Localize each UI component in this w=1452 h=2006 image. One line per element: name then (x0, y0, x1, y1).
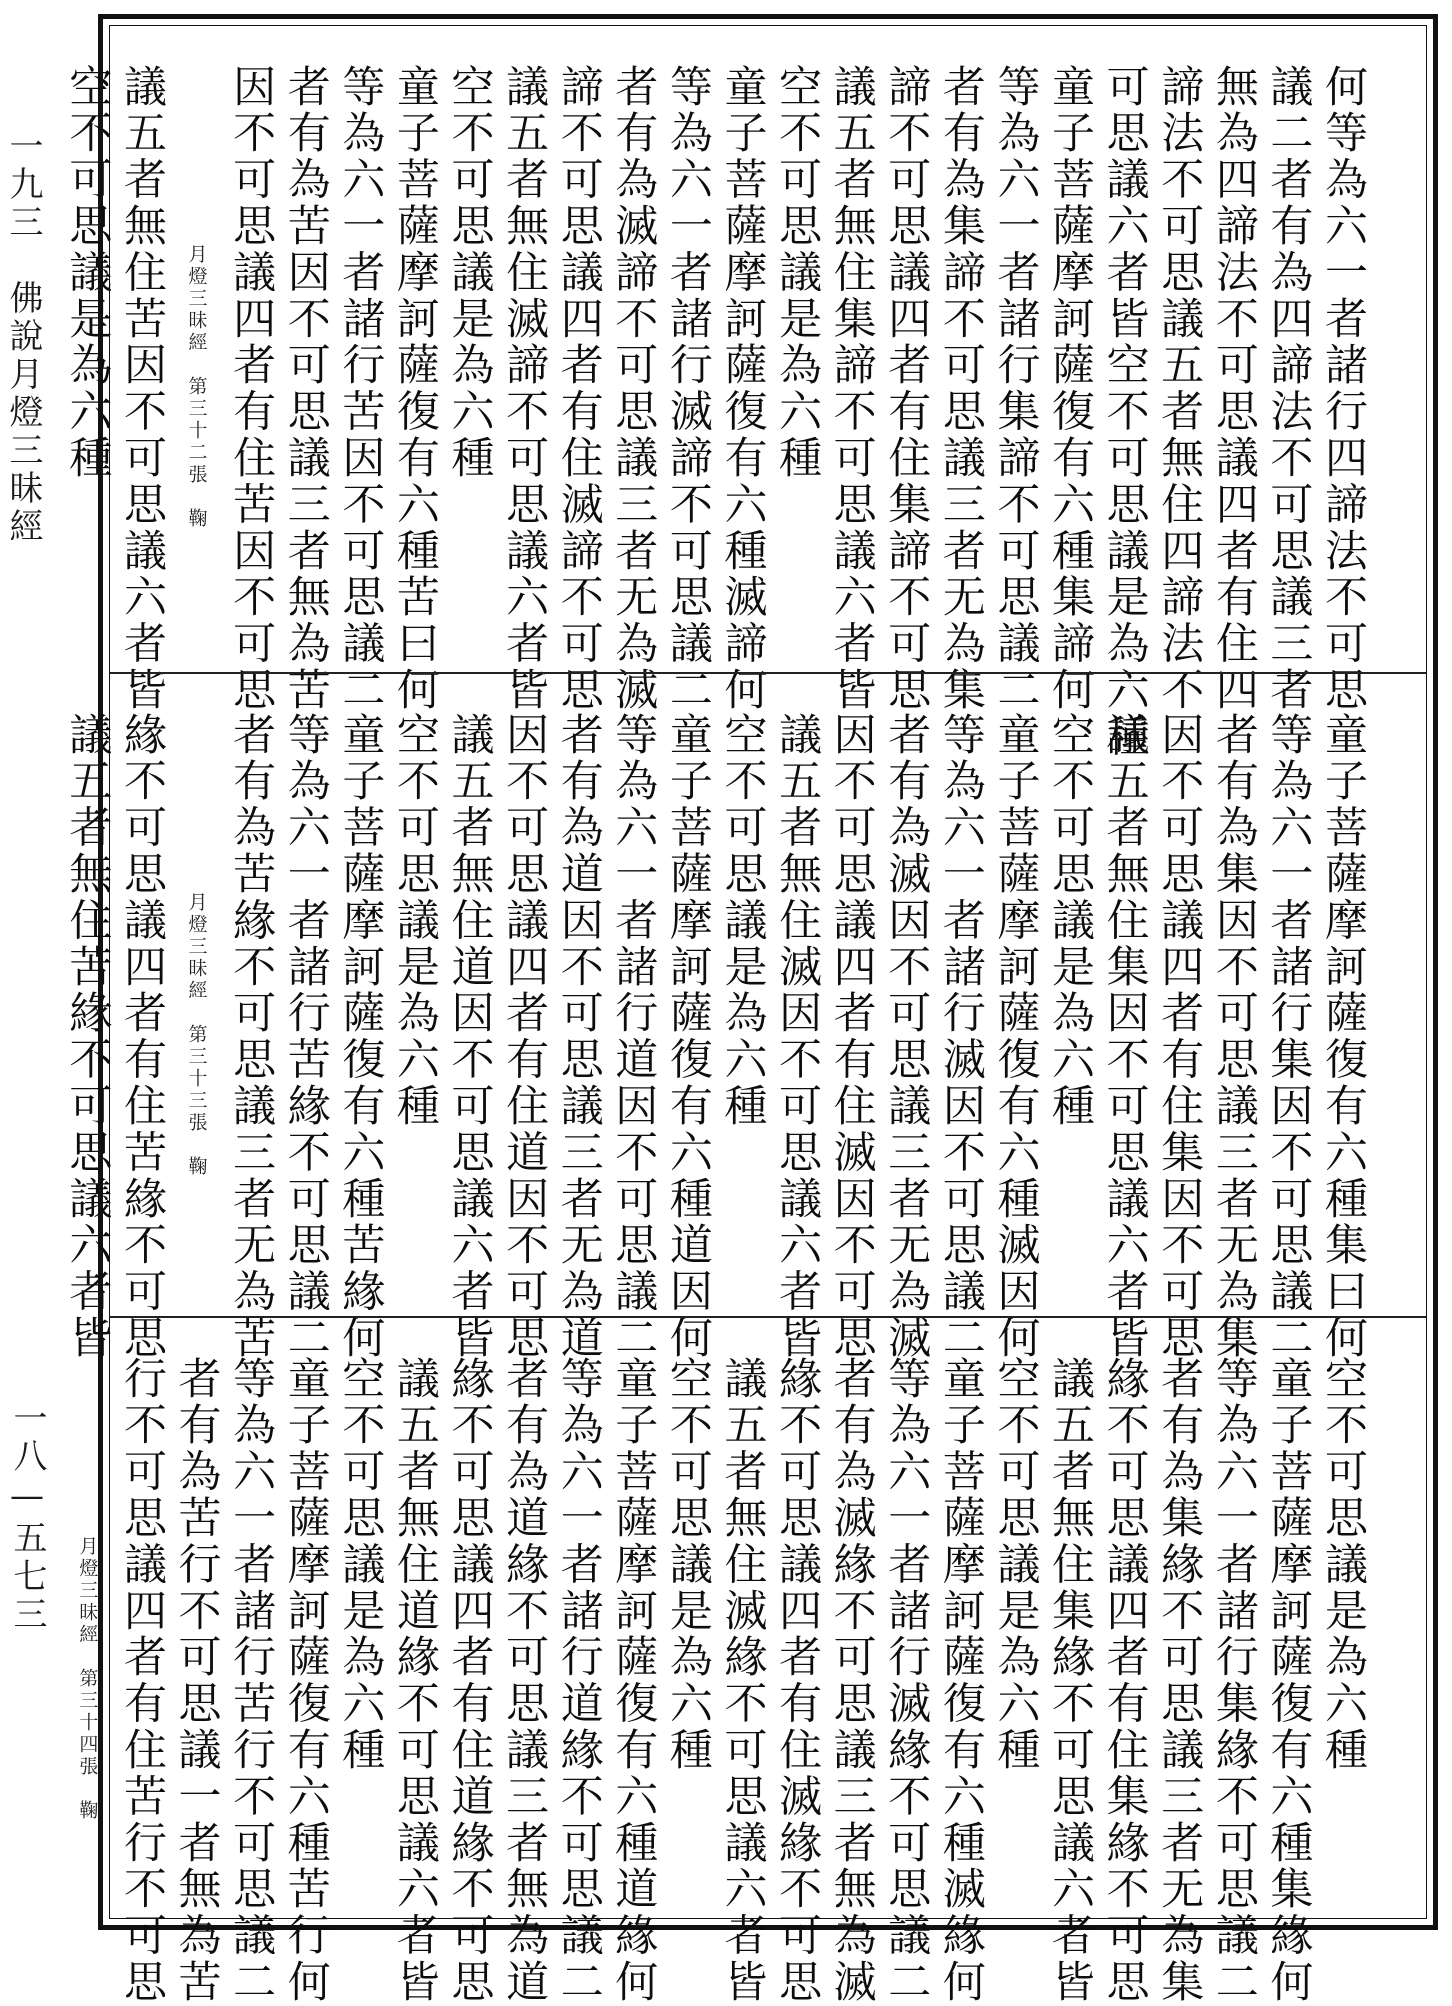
text-column: 童子菩薩摩訶薩復有六種苦行何 (280, 1356, 331, 2006)
text-column: 議五者無住滅諦不可思議六者皆 (499, 64, 550, 714)
panel-2 (62, 672, 1426, 1362)
text-column: 議二者有為四諦法不可思議三者 (1263, 64, 1314, 714)
text-column: 者有為道因不可思議三者无為道 (553, 712, 604, 1362)
text-column: 者有為集諦不可思議三者无為集 (935, 64, 986, 714)
text-column: 等為六一者諸行集因不可思議二 (1263, 712, 1314, 1362)
text-column: 者有為道緣不可思議三者無為道 (499, 1356, 550, 2006)
panel-footer: 月燈三昧經 第三十四張 鞠 (76, 1536, 99, 1822)
text-column: 緣不可思議四者有住滅緣不可思 (772, 1356, 823, 2006)
text-column: 緣不可思議四者有住苦緣不可思 (116, 712, 167, 1362)
text-column: 者有為滅緣不可思議三者無為滅 (826, 1356, 877, 2006)
text-column: 諦法不可思議五者無住四諦法不 (1154, 64, 1205, 714)
text-column: 無為四諦法不可思議四者有住四 (1208, 64, 1259, 714)
panel-3 (76, 1316, 1426, 2006)
text-column: 何等為六一者諸行四諦法不可思 (1318, 64, 1368, 714)
text-column: 等為六一者諸行苦因不可思議二 (335, 64, 386, 714)
text-column: 議五者無住集諦不可思議六者皆 (826, 64, 877, 714)
text-column: 者有為滅諦不可思議三者无為滅 (608, 64, 659, 714)
text-column: 議五者無住滅緣不可思議六者皆 (717, 1356, 768, 2006)
panel-2-columns (60, 712, 1370, 1362)
text-column: 議五者無住道因不可思議六者皆 (444, 712, 495, 1362)
text-column: 行不可思議四者有住苦行不可思 (116, 1356, 167, 2006)
text-column: 諦不可思議四者有住集諦不可思 (881, 64, 932, 714)
text-column: 因不可思議四者有住滅因不可思 (826, 712, 877, 1362)
text-column: 者有為集因不可思議三者无為集 (1208, 712, 1259, 1362)
text-column: 空不可思議是為六種 (335, 1356, 386, 1774)
page-frame (62, 14, 1438, 2006)
margin-top-label: 一九三 佛說月燈三昧經 (3, 128, 43, 546)
text-column: 童子菩薩摩訶薩復有六種道緣何 (608, 1356, 659, 2006)
text-column: 者有為集緣不可思議三者无為集 (1154, 1356, 1205, 2006)
text-column: 等為六一者諸行滅緣不可思議二 (881, 1356, 932, 2006)
text-column: 童子菩薩摩訶薩復有六種集曰何 (1318, 712, 1368, 1362)
text-column: 等為六一者諸行滅諦不可思議二 (662, 64, 713, 714)
text-column: 童子菩薩摩訶薩復有六種苦曰何 (389, 64, 440, 714)
panel-1-columns (60, 64, 1370, 760)
text-column: 議五者無住集因不可思議六者皆 (1099, 712, 1150, 1362)
text-column: 者有為苦緣不可思議三者无為苦 (226, 712, 277, 1362)
text-column: 等為六一者諸行苦行不可思議二 (226, 1356, 277, 2006)
text-column: 等為六一者諸行集諦不可思議二 (990, 64, 1041, 714)
text-column: 空不可思議是為六種 (62, 64, 113, 482)
text-column: 童子菩薩摩訶薩復有六種集諦何 (1045, 64, 1096, 714)
text-column: 童子菩薩摩訶薩復有六種集緣何 (1263, 1356, 1314, 2006)
text-column: 空不可思議是為六種 (1318, 1356, 1368, 1774)
text-column: 因不可思議四者有住道因不可思 (499, 712, 550, 1362)
margin-bottom-label: 一八—五七三 (7, 1400, 47, 1634)
text-column: 議五者無住苦緣不可思議六者皆 (62, 712, 113, 1362)
text-column: 童子菩薩摩訶薩復有六種滅緣何 (935, 1356, 986, 2006)
text-column: 諦不可思議四者有住滅諦不可思 (553, 64, 604, 714)
text-column: 空不可思議是為六種 (1045, 712, 1096, 1130)
text-column: 空不可思議是為六種 (990, 1356, 1041, 1774)
text-column: 議五者無住道緣不可思議六者皆 (389, 1356, 440, 2006)
text-column: 童子菩薩摩訶薩復有六種苦緣何 (335, 712, 386, 1362)
text-column: 空不可思議是為六種 (772, 64, 823, 482)
text-column: 等為六一者諸行苦緣不可思議二 (280, 712, 331, 1362)
text-column: 緣不可思議四者有住集緣不可思 (1099, 1356, 1150, 2006)
page-frame-inner (62, 25, 1427, 2006)
text-column: 空不可思議是為六種 (717, 712, 768, 1130)
text-column: 可思議六者皆空不可思議是為六種 (1099, 64, 1150, 760)
text-column: 童子菩薩摩訶薩復有六種道因何 (662, 712, 713, 1362)
text-column: 等為六一者諸行道緣不可思議二 (553, 1356, 604, 2006)
text-column: 議五者無住集緣不可思議六者皆 (1045, 1356, 1096, 2006)
text-column: 等為六一者諸行集緣不可思議二 (1208, 1356, 1259, 2006)
text-column: 童子菩薩摩訶薩復有六種滅諦何 (717, 64, 768, 714)
text-column: 因不可思議四者有住苦因不可思 (226, 64, 277, 714)
panel-1 (62, 26, 1426, 760)
text-column: 者有為滅因不可思議三者无為滅 (881, 712, 932, 1362)
text-column: 因不可思議四者有住集因不可思 (1154, 712, 1205, 1362)
text-column: 等為六一者諸行道因不可思議二 (608, 712, 659, 1362)
text-column: 緣不可思議四者有住道緣不可思 (444, 1356, 495, 2006)
text-column: 童子菩薩摩訶薩復有六種滅因何 (990, 712, 1041, 1362)
text-column: 者有為苦因不可思議三者無為苦 (280, 64, 331, 714)
panel-footer: 月燈三昧經 第三十二張 鞠 (185, 244, 208, 530)
text-column: 等為六一者諸行滅因不可思議二 (935, 712, 986, 1362)
text-column: 議五者無住滅因不可思議六者皆 (772, 712, 823, 1362)
panel-3-columns (60, 1356, 1370, 2006)
panel-footer: 月燈三昧經 第三十三張 鞠 (185, 892, 208, 1178)
text-column: 議五者無住苦因不可思議六者皆 (116, 64, 167, 714)
text-column: 空不可思議是為六種 (389, 712, 440, 1130)
text-column: 空不可思議是為六種 (444, 64, 495, 482)
text-column: 空不可思議是為六種 (662, 1356, 713, 1774)
text-column: 者有為苦行不可思議一者無為苦 (171, 1356, 222, 2006)
